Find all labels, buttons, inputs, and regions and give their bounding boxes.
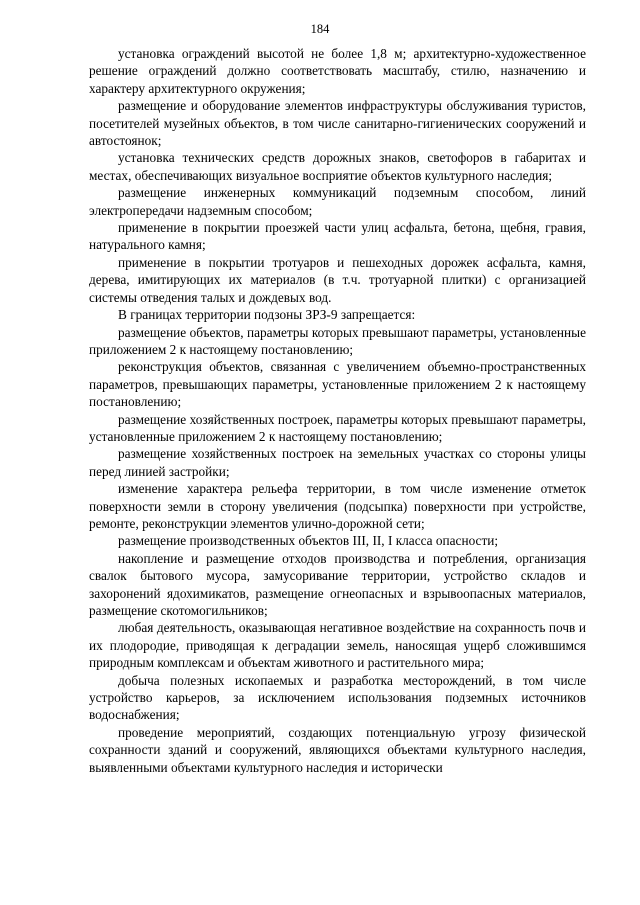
paragraph: установка ограждений высотой не более 1,8 м; архитектурно-художественное решение ограждений должно соответствовать масштабу, стилю, назначению и характеру архитектурного окружения; (89, 46, 586, 96)
paragraph: размещение объектов, параметры которых превышают параметры, установленные приложением 2 к настоящему постановлению; (89, 324, 586, 357)
section-heading-paragraph: В границах территории подзоны ЗРЗ-9 запрещается: (118, 307, 416, 323)
paragraph: размещение хозяйственных построек на земельных участках со стороны улицы перед линией застройки; (89, 446, 586, 479)
paragraph: добыча полезных ископаемых и разработка месторождений, в том числе устройство карьеров, за исключением использования подземных источников водоснабжения; (89, 672, 586, 723)
paragraph: размещение производственных объектов III, II, I класса опасности; (118, 533, 499, 549)
paragraph: размещение инженерных коммуникаций подземным способом, линий электропередачи надземным способом; (89, 185, 586, 218)
paragraph: применение в покрытии проезжей части улиц асфальта, бетона, щебня, гравия, натурального камня; (89, 220, 586, 253)
paragraph: изменение характера рельефа территории, в том числе изменение отметок поверхности земли в сторону увеличения (подсыпка) поверхности при устройстве, ремонте, реконструкции элементов улично-дорожной сети; (89, 481, 586, 531)
paragraph: накопление и размещение отходов производства и потребления, организация свалок бытового мусора, замусоривание территории, устройство складов и захоронений ядохимикатов, размещение огнеопасных и взрывоопасных материалов, размещение скотомогильников; (89, 550, 586, 618)
page-number: 184 (310, 22, 330, 36)
paragraph: размещение и оборудование элементов инфраструктуры обслуживания туристов, посетителей музейных объектов, в том числе санитарно-гигиенических сооружений и автостоянок; (89, 98, 586, 149)
paragraph: реконструкция объектов, связанная с увеличением объемно-пространственных параметров, превышающих параметры, установленные приложением 2 к настоящему постановлению; (89, 359, 586, 410)
body-text (89, 45, 586, 776)
paragraph: установка технических средств дорожных знаков, светофоров в габаритах и местах, обеспечивающих визуальное восприятие объектов культурного наследия; (89, 150, 586, 183)
paragraph: любая деятельность, оказывающая негативное воздействие на сохранность почв и их плодородие, приводящая к деградации земель, наносящая ущерб сложившимся природным комплексам и объектам животного и растительного мира; (89, 620, 586, 671)
paragraph: проведение мероприятий, создающих потенциальную угрозу физической сохранности зданий и сооружений, являющихся объектами культурного наследия, выявленными объектами культурного наследия и исторически (89, 724, 586, 775)
paragraph: размещение хозяйственных построек, параметры которых превышают параметры, установленные приложением 2 к настоящему постановлению; (89, 411, 586, 444)
paragraph: применение в покрытии тротуаров и пешеходных дорожек асфальта, камня, дерева, имитирующих их материалов (в т.ч. тротуарной плитки) с организацией системы отведения талых и дождевых вод. (89, 254, 586, 305)
